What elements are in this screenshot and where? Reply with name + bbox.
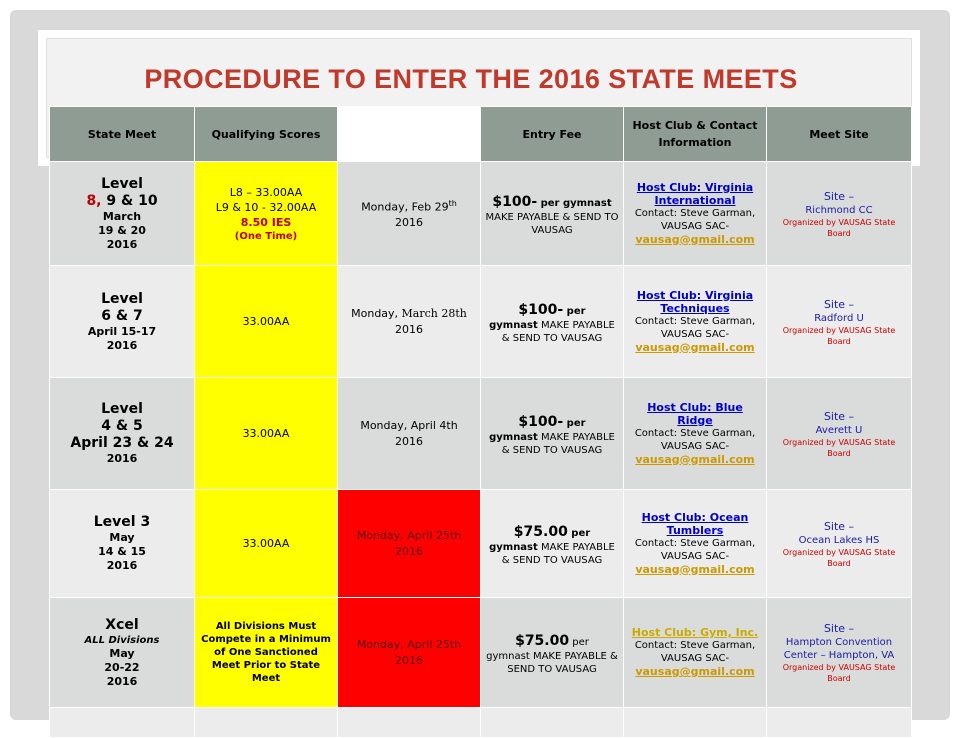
deadline-date: Monday, Feb 29th	[361, 198, 457, 214]
site-name: Averett U	[815, 424, 863, 436]
header-qualifying-scores: Qualifying Scores	[195, 107, 338, 162]
meet-month: March	[102, 209, 142, 223]
score-line: 33.00AA	[242, 537, 290, 550]
site-label: Site –	[823, 189, 855, 203]
scores-cell	[195, 162, 338, 266]
meet-year: 2016	[106, 674, 138, 688]
fee-instructions: MAKE PAYABLE & SEND TO VAUSAG	[485, 211, 619, 236]
site-organizer: Organized by VAUSAG State Board	[782, 325, 896, 346]
fee-amount-line: $100- per	[518, 301, 586, 318]
deadline-cell	[338, 378, 481, 490]
meet-cell	[50, 490, 195, 598]
site-cell	[767, 266, 912, 378]
site-label: Site –	[823, 409, 855, 423]
host-contact: Contact: Steve Garman, VAUSAG SAC-	[634, 427, 756, 452]
deadline-year: 2016	[395, 544, 423, 558]
meet-level: Level	[101, 175, 143, 192]
score-line: L8 – 33.00AA	[229, 185, 303, 199]
site-cell	[767, 490, 912, 598]
deadline-date: Monday, April 4th	[360, 418, 458, 432]
scores-cell	[195, 598, 338, 708]
table-row-partial	[50, 708, 912, 738]
meet-level: Level	[101, 290, 143, 307]
host-cell	[624, 266, 767, 378]
scores-cell	[195, 490, 338, 598]
meet-days: April 23 & 24	[70, 435, 174, 451]
table-header-row	[50, 107, 912, 162]
meet-days: 20-22	[104, 660, 140, 674]
header-host-club: Host Club & Contact Information	[624, 107, 767, 162]
deadline-year: 2016	[395, 322, 423, 336]
host-cell	[624, 162, 767, 266]
fee-amount-line: $75.00 per	[515, 632, 589, 649]
fee-cell	[481, 266, 624, 378]
empty-cell	[624, 708, 767, 738]
meet-year: 2016	[106, 452, 138, 465]
host-email-link[interactable]: vausag@gmail.com	[635, 665, 755, 678]
site-organizer: Organized by VAUSAG State Board	[782, 437, 896, 458]
site-organizer: Organized by VAUSAG State Board	[782, 547, 896, 568]
site-name: Hampton Convention Center – Hampton, VA	[783, 637, 895, 661]
site-organizer: Organized by VAUSAG State Board	[782, 217, 896, 238]
empty-cell	[338, 708, 481, 738]
meet-month: May	[109, 531, 135, 544]
table-row	[50, 266, 912, 378]
xcel-requirement: All Divisions Must Compete in a Minimum of One Sanctioned Meet Prior to State Meet	[201, 621, 331, 684]
fee-instructions: gymnast MAKE PAYABLE & SEND TO VAUSAG	[489, 319, 615, 344]
meet-month: May	[109, 646, 135, 660]
site-label: Site –	[823, 519, 855, 533]
state-meets-table	[49, 106, 912, 738]
page-title: PROCEDURE TO ENTER THE 2016 STATE MEETS	[144, 64, 798, 94]
meet-level-numbers: 6 & 7	[101, 307, 143, 324]
meet-year: 2016	[106, 559, 138, 572]
host-email-link[interactable]: vausag@gmail.com	[635, 452, 755, 466]
meet-year: 2016	[106, 237, 138, 251]
site-name: Richmond CC	[805, 204, 873, 216]
host-cell	[624, 598, 767, 708]
header-state-meet: State Meet	[50, 107, 195, 162]
deadline-cell	[338, 266, 481, 378]
site-cell	[767, 162, 912, 266]
deadline-cell	[338, 162, 481, 266]
fee-amount-line: $100- per	[518, 413, 586, 430]
host-contact: Contact: Steve Garman, VAUSAG SAC-	[634, 315, 756, 340]
meet-days: 14 & 15	[98, 545, 146, 558]
site-cell	[767, 598, 912, 708]
fee-instructions: gymnast MAKE PAYABLE & SEND TO VAUSAG	[486, 650, 618, 675]
site-organizer: Organized by VAUSAG State Board	[782, 663, 896, 683]
scores-cell	[195, 378, 338, 490]
deadline-year: 2016	[395, 216, 423, 230]
host-club-link[interactable]: Host Club: Blue Ridge	[647, 400, 743, 427]
host-contact: Contact: Steve Garman, VAUSAG SAC-	[634, 537, 756, 562]
host-email-link[interactable]: vausag@gmail.com	[635, 232, 755, 246]
host-club-link[interactable]: Host Club: Ocean Tumblers	[641, 510, 749, 537]
deadline-date: Monday, April 25th	[356, 528, 462, 542]
site-name: Ocean Lakes HS	[798, 534, 880, 546]
deadline-year: 2016	[395, 653, 423, 667]
deadline-cell	[338, 490, 481, 598]
empty-cell	[195, 708, 338, 738]
meet-cell	[50, 378, 195, 490]
deadline-date: Monday, March 28th	[351, 306, 467, 320]
meet-level-numbers: 8, 9 & 10	[86, 192, 158, 209]
header-meet-site: Meet Site	[767, 107, 912, 162]
meet-year: 2016	[106, 338, 138, 352]
table-row	[50, 162, 912, 266]
score-line: L9 & 10 - 32.00AA	[215, 200, 317, 214]
scores-cell	[195, 266, 338, 378]
meet-cell	[50, 598, 195, 708]
header-deadline-blank	[338, 107, 481, 162]
meet-divisions: ALL Divisions	[84, 634, 160, 646]
site-label: Site –	[823, 622, 855, 635]
table-row	[50, 378, 912, 490]
deadline-cell	[338, 598, 481, 708]
host-email-link[interactable]: vausag@gmail.com	[635, 340, 755, 354]
meet-level: Level 3	[93, 514, 151, 530]
meet-cell	[50, 266, 195, 378]
deadline-year: 2016	[395, 434, 423, 448]
table-row	[50, 490, 912, 598]
meet-level: Xcel	[105, 616, 139, 633]
score-ies: 8.50 IES	[240, 215, 292, 229]
host-contact: Contact: Steve Garman, VAUSAG SAC-	[634, 207, 756, 232]
host-email-link[interactable]: vausag@gmail.com	[635, 562, 755, 576]
empty-cell	[481, 708, 624, 738]
meet-level-numbers: 4 & 5	[101, 418, 143, 434]
site-label: Site –	[823, 297, 855, 311]
host-club-link[interactable]: Host Club: Gym, Inc.	[631, 626, 759, 639]
empty-cell	[767, 708, 912, 738]
host-cell	[624, 490, 767, 598]
fee-amount-line: $75.00 per	[513, 523, 591, 540]
site-cell	[767, 378, 912, 490]
host-club-link[interactable]: Host Club: Virginia International	[636, 180, 754, 207]
meet-days: 19 & 20	[98, 223, 146, 237]
meet-level: Level	[101, 401, 143, 417]
score-note: (One Time)	[234, 230, 298, 242]
table-row	[50, 598, 912, 708]
fee-amount-line: $100- per gymnast	[492, 193, 612, 210]
fee-cell	[481, 490, 624, 598]
score-line: 33.00AA	[242, 427, 290, 440]
host-contact: Contact: Steve Garman, VAUSAG SAC-	[634, 640, 756, 664]
meet-days: April 15-17	[87, 324, 157, 338]
deadline-date: Monday, April 25th	[356, 637, 462, 651]
fee-cell	[481, 378, 624, 490]
meet-cell	[50, 162, 195, 266]
fee-instructions: gymnast MAKE PAYABLE & SEND TO VAUSAG	[489, 541, 615, 566]
host-cell	[624, 378, 767, 490]
site-name: Radford U	[814, 312, 864, 324]
fee-instructions: gymnast MAKE PAYABLE & SEND TO VAUSAG	[489, 431, 615, 456]
host-club-link[interactable]: Host Club: Virginia Techniques	[636, 288, 754, 315]
fee-cell	[481, 162, 624, 266]
fee-cell	[481, 598, 624, 708]
header-entry-fee: Entry Fee	[481, 107, 624, 162]
empty-cell	[50, 708, 195, 738]
score-line: 33.00AA	[242, 315, 290, 328]
